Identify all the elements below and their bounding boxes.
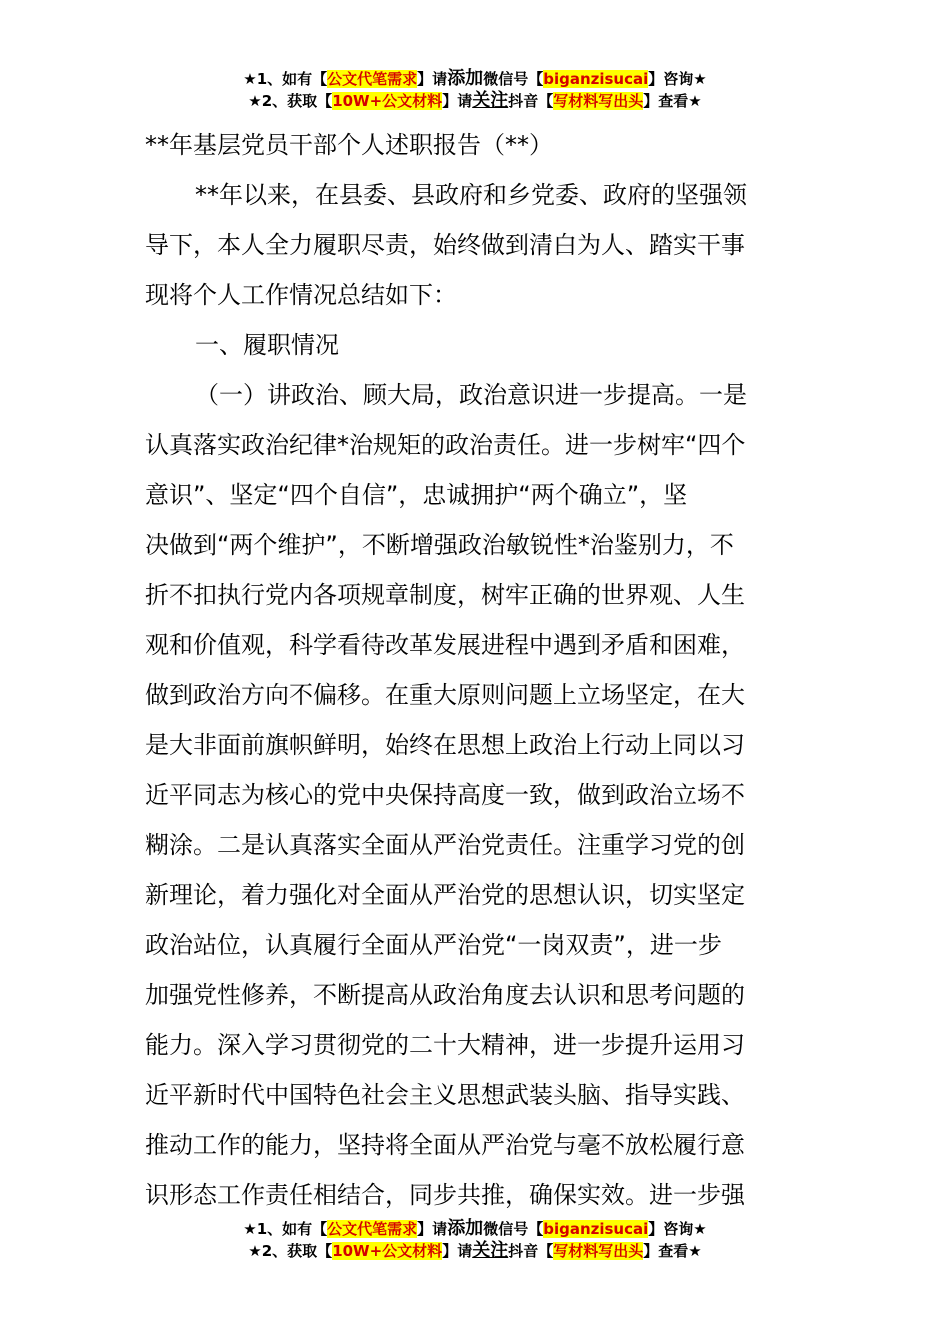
banner-text: 】请 <box>442 92 473 110</box>
banner-text: 微信号【 <box>483 1220 544 1238</box>
highlight-service: 公文代笔需求 <box>327 1220 418 1238</box>
emphasis-add: 添加 <box>447 68 484 89</box>
paragraph-line: 政治站位，认真履行全面从严治党“一岗双责”，进一步 <box>145 931 722 959</box>
paragraph-line: 折不扣执行党内各项规章制度，树牢正确的世界观、人生 <box>145 581 745 609</box>
paragraph-line: 糊涂。二是认真落实全面从严治党责任。注重学习党的创 <box>145 831 745 859</box>
paragraph-line: 新理论，着力强化对全面从严治党的思想认识，切实坚定 <box>145 881 745 909</box>
header-banner <box>0 68 950 112</box>
document-body <box>145 120 807 1220</box>
section-heading: 一、履职情况 <box>195 331 339 359</box>
highlight-douyin-name: 写材料写出头 <box>553 1242 644 1260</box>
banner-text: ★2、获取【 <box>248 92 333 110</box>
paragraph-line: 能力。深入学习贯彻党的二十大精神，进一步提升运用习 <box>145 1031 745 1059</box>
banner-text: 微信号【 <box>483 70 544 88</box>
highlight-wechat-id: biganzisucai <box>543 70 649 88</box>
banner-line-2 <box>0 90 950 112</box>
banner-text: 】请 <box>417 1220 448 1238</box>
banner-text: 】查看★ <box>643 92 702 110</box>
paragraph-line: 现将个人工作情况总结如下： <box>145 281 457 309</box>
emphasis-follow: 关注 <box>472 1240 509 1261</box>
paragraph-line: 决做到“两个维护”，不断增强政治敏锐性*治鉴别力，不 <box>145 531 734 559</box>
banner-text: 】咨询★ <box>648 1220 707 1238</box>
banner-text: ★2、获取【 <box>248 1242 333 1260</box>
banner-line-1 <box>0 68 950 90</box>
document-title: **年基层党员干部个人述职报告（**） <box>145 131 553 159</box>
highlight-materials: 10W+公文材料 <box>332 1242 443 1260</box>
paragraph-line: 识形态工作责任相结合，同步共推，确保实效。进一步强 <box>145 1181 745 1209</box>
paragraph-line: **年以来，在县委、县政府和乡党委、政府的坚强领 <box>195 181 747 209</box>
paragraph-line: 推动工作的能力，坚持将全面从严治党与毫不放松履行意 <box>145 1131 745 1159</box>
banner-text: 】请 <box>442 1242 473 1260</box>
paragraph-line: 认真落实政治纪律*治规矩的政治责任。进一步树牢“四个 <box>145 431 746 459</box>
paragraph-line: 导下，本人全力履职尽责，始终做到清白为人、踏实干事 <box>145 231 745 259</box>
paragraph-line: 做到政治方向不偏移。在重大原则问题上立场坚定，在大 <box>145 681 745 709</box>
paragraph-line: 加强党性修养，不断提高从政治角度去认识和思考问题的 <box>145 981 745 1009</box>
banner-text: 】咨询★ <box>648 70 707 88</box>
paragraph-line: （一）讲政治、顾大局，政治意识进一步提高。一是 <box>195 381 747 409</box>
banner-text: 抖音【 <box>508 1242 554 1260</box>
highlight-service: 公文代笔需求 <box>327 70 418 88</box>
banner-text: 抖音【 <box>508 92 554 110</box>
paragraph-line: 是大非面前旗帜鲜明，始终在思想上政治上行动上同以习 <box>145 731 745 759</box>
banner-text: ★1、如有【 <box>243 70 328 88</box>
emphasis-follow: 关注 <box>472 90 509 111</box>
paragraph-line: 观和价值观，科学看待改革发展进程中遇到矛盾和困难， <box>145 631 745 659</box>
paragraph-line: 近平新时代中国特色社会主义思想武装头脑、指导实践、 <box>145 1081 745 1109</box>
footer-banner <box>0 1218 950 1262</box>
banner-text: 】查看★ <box>643 1242 702 1260</box>
banner-text: ★1、如有【 <box>243 1220 328 1238</box>
banner-text: 】请 <box>417 70 448 88</box>
paragraph-line: 意识”、坚定“四个自信”，忠诚拥护“两个确立”，坚 <box>145 481 688 509</box>
paragraph-line: 近平同志为核心的党中央保持高度一致，做到政治立场不 <box>145 781 745 809</box>
highlight-materials: 10W+公文材料 <box>332 92 443 110</box>
banner-line-1 <box>0 1218 950 1240</box>
highlight-wechat-id: biganzisucai <box>543 1220 649 1238</box>
emphasis-add: 添加 <box>447 1218 484 1239</box>
banner-line-2 <box>0 1240 950 1262</box>
highlight-douyin-name: 写材料写出头 <box>553 92 644 110</box>
